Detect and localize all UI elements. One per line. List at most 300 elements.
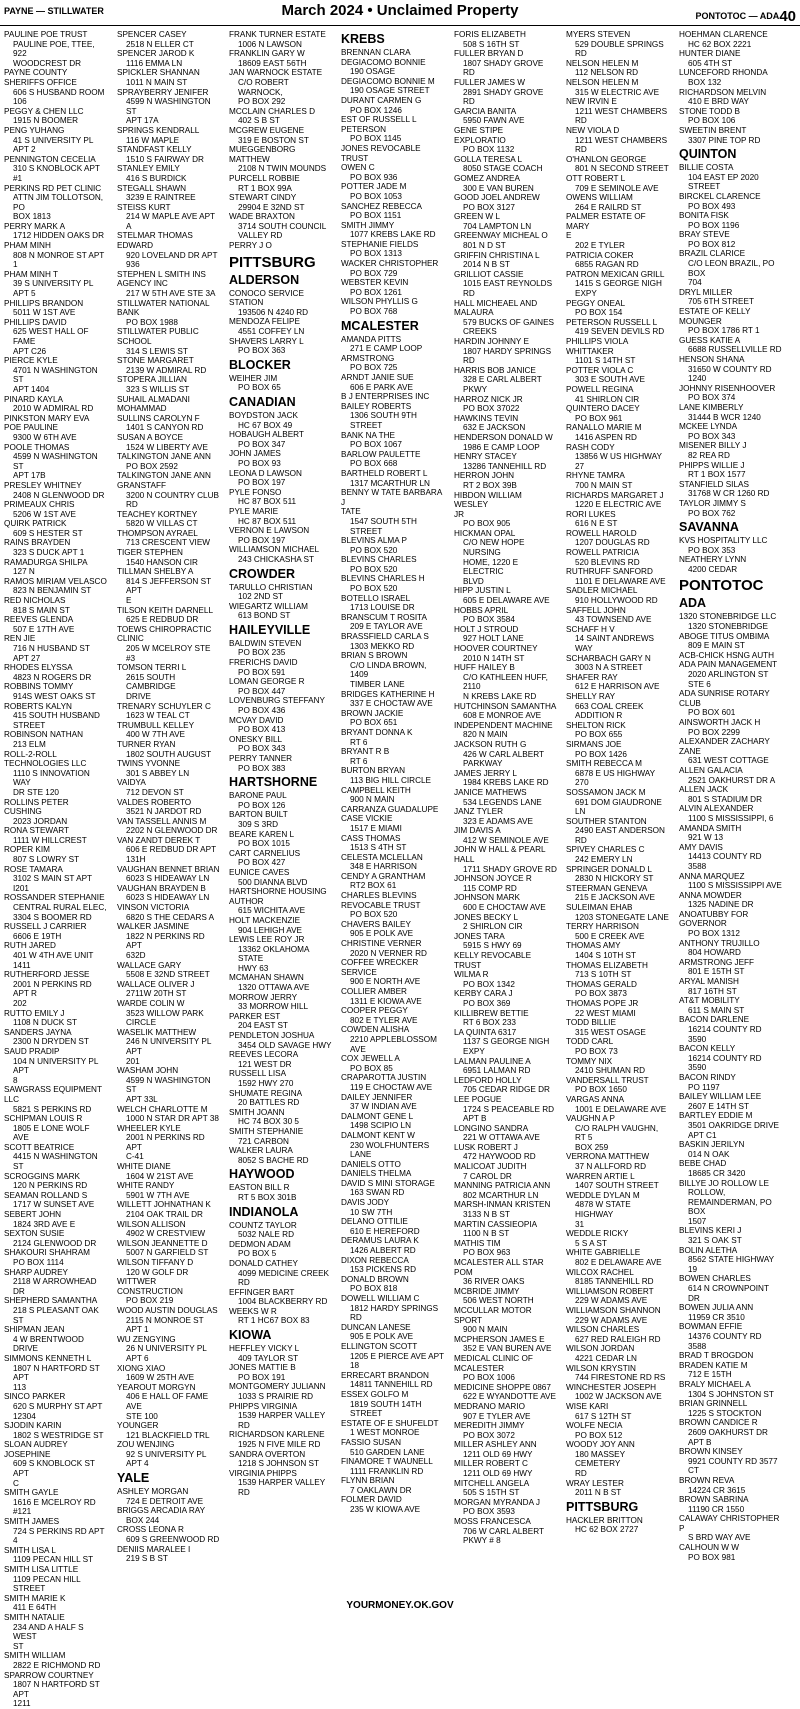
address-line: 606 S HUSBAND ROOM 106 xyxy=(13,87,105,107)
owner-name: BACON KELLY xyxy=(679,1044,736,1054)
address-line: 82 REA RD xyxy=(688,450,730,460)
address-line: RT 6 BOX 233 xyxy=(463,1018,516,1028)
owner-name: SUSAN A BOYCE xyxy=(117,432,183,442)
address-line: PO BOX 936 xyxy=(350,172,398,182)
owner-name: GOLLA TERESA L xyxy=(454,154,523,164)
address-line: 1609 W 25TH AVE xyxy=(126,1373,195,1383)
owner-name: BRYANT R B xyxy=(341,747,390,757)
owner-name: LEWIS LEE ROY JR xyxy=(229,935,305,945)
owner-name: BRASSFIELD CARLA S xyxy=(341,632,429,642)
city-heading: HAYWOOD xyxy=(229,1167,295,1182)
address-line: 8050 STAGE COACH xyxy=(463,164,543,174)
address-line: 1604 W 21ST AVE xyxy=(126,1171,194,1181)
address-line: PO BOX 1313 xyxy=(350,249,402,259)
owner-name: WEEKS W R xyxy=(229,1306,277,1316)
owner-name: STEGALL SHAWN xyxy=(117,183,187,193)
owner-name: BANK xyxy=(117,308,140,318)
column-5 xyxy=(454,30,557,1595)
owner-name: BENNY W TATE BARBARA J xyxy=(341,488,442,507)
owner-name: AGENCY INC xyxy=(117,279,168,289)
address-line: STREET xyxy=(13,720,46,730)
owner-name: BARTLEY EDDIE M xyxy=(679,1111,753,1121)
address-line: APT 1404 xyxy=(13,384,50,394)
address-line: PO BOX 427 xyxy=(238,858,286,868)
address-line: 323 S WILLIS ST xyxy=(126,384,190,394)
address-line: 691 DOM GIAUDRONE LN xyxy=(575,797,662,817)
address-line: 419 SEVEN DEVILS RD xyxy=(575,327,665,337)
address-line: PO BOX 5 xyxy=(238,1249,277,1259)
owner-name: WACKER CHRISTOPHER xyxy=(341,259,439,269)
owner-name: GUESS KATIE A xyxy=(679,335,741,345)
address-line: 8052 S BACHE RD xyxy=(238,1155,309,1165)
address-line: 712 E 15TH xyxy=(688,1370,732,1380)
owner-name: SMITH REBECCA M xyxy=(566,759,642,769)
owner-name: SAWGRASS EQUIPMENT xyxy=(4,1085,102,1095)
owner-name: WISE KARI xyxy=(566,1401,609,1411)
address-line: PO BOX 1312 xyxy=(688,929,740,939)
address-line: 104 N UNIVERSITY PL APT xyxy=(13,1056,99,1076)
address-line: 219 S B ST xyxy=(126,1554,168,1564)
owner-name: VANDERSALL TRUST xyxy=(566,1075,649,1085)
address-line: APT 17A xyxy=(126,116,159,126)
owner-name: HIBDON WILLIAM WESLEY xyxy=(454,490,522,510)
address-line: 927 HOLT LANE xyxy=(463,634,524,644)
owner-name: CLINIC xyxy=(117,634,144,644)
address-line: RD xyxy=(575,1469,587,1479)
owner-name: DALMONT GENE L xyxy=(341,1111,414,1121)
owner-name: MISENER BILLY J xyxy=(679,441,747,451)
owner-name: MEDRANO MARIO xyxy=(454,1401,525,1411)
owner-name: HOLT J STROUD xyxy=(454,624,519,634)
owner-name: MARTIN CASSIEOPIA xyxy=(454,1219,538,1229)
owner-name: MALAURA xyxy=(454,308,494,318)
owner-name: CART CARNELIUS xyxy=(229,848,301,858)
owner-name: HOBBS APRIL xyxy=(454,605,509,615)
owner-name: CHARLES BLEVINS xyxy=(341,891,417,901)
address-line: 1498 SCIPIO LN xyxy=(350,1121,411,1131)
owner-name: O'HANLON GEORGE xyxy=(566,154,647,164)
address-line: VALLEY RD xyxy=(238,231,283,241)
owner-name: YOUNGER xyxy=(117,1421,159,1431)
address-line: 818 S MAIN ST xyxy=(13,605,70,615)
city-heading: BLOCKER xyxy=(229,357,291,372)
owner-name: BROWN SABRINA xyxy=(679,1495,749,1505)
address-line: 2408 N GLENWOOD DR xyxy=(13,490,105,500)
owner-name: EASTON BILL R xyxy=(229,1183,290,1193)
owner-name: MCGREW EUGENE xyxy=(229,125,305,135)
address-line: 1401 S CANYON RD xyxy=(126,423,204,433)
address-line: APT C26 xyxy=(13,346,47,356)
address-line: 1416 ASPEN RD xyxy=(575,432,637,442)
address-line: 112 NELSON RD xyxy=(575,68,639,78)
address-line: PO BOX 3873 xyxy=(575,989,627,999)
owner-name: DOWELL WILLIAM C xyxy=(341,1294,420,1303)
address-line: PO BOX 1145 xyxy=(350,134,402,144)
owner-name: RUSSELL J CARRIER xyxy=(4,922,87,932)
owner-name: PEGGY & CHEN LLC xyxy=(4,106,84,116)
city-heading: SAVANNA xyxy=(679,520,739,535)
address-line: 2011 N B ST xyxy=(575,1488,622,1498)
address-line: PO BOX 1114 xyxy=(13,1258,64,1267)
address-line: 1211 WEST CHAMBERS RD xyxy=(575,135,668,155)
address-line: 1220 E ELECTRIC AVE xyxy=(575,500,662,510)
owner-name: ALLEN GALACIA xyxy=(679,765,743,775)
address-line: 1807 SHADY GROVE RD xyxy=(463,58,544,78)
address-line: 153 PICKENS RD xyxy=(350,1265,416,1275)
owner-name: GRILLIOT CASSIE xyxy=(454,269,524,279)
address-line: 1077 KREBS LAKE RD xyxy=(350,230,436,240)
address-line: 102 2ND ST xyxy=(238,592,284,602)
owner-name: RAINS BRAYDEN xyxy=(4,538,71,548)
address-line: 37 W INDIAN AVE xyxy=(350,1102,417,1112)
owner-name: PHILLIPS BRANDON xyxy=(4,298,84,308)
owner-name: ROSSANDER STEPHANIE xyxy=(4,893,105,903)
address-line: 337 E CHOCTAW AVE xyxy=(350,699,433,709)
address-line: 204 EAST ST xyxy=(238,1021,288,1031)
address-line: 820 N MAIN xyxy=(463,730,508,740)
address-line: 2490 EAST ANDERSON RD xyxy=(575,826,665,845)
owner-name: PHAM MINH T xyxy=(4,269,58,279)
address-line: 520 BLEVINS RD xyxy=(575,557,640,567)
owner-name: CRAPAROTTA JUSTIN xyxy=(341,1073,427,1083)
owner-name: WILSON JORDAN xyxy=(566,1344,635,1354)
address-line: 605 4TH ST xyxy=(688,58,733,68)
owner-name: STONE MARGARET xyxy=(117,356,194,366)
address-line: 3307 PINE TOP RD xyxy=(688,135,761,145)
owner-name: SEXTON SUSIE xyxy=(4,1229,65,1239)
address-line: APT C1 xyxy=(688,1130,717,1140)
address-line: BOX 1813 xyxy=(13,212,51,222)
owner-name: VINSON VICTORIA xyxy=(117,903,190,913)
address-line: 9300 W 6TH AVE xyxy=(13,432,77,442)
owner-name: COWDEN ALISHA xyxy=(341,1025,410,1035)
address-line: 914S WEST OAKS ST xyxy=(13,691,96,701)
city-heading: INDIANOLA xyxy=(229,1204,299,1219)
address-line: 412 W SEMINOLE AVE xyxy=(463,835,549,845)
owner-name: JR xyxy=(454,509,465,519)
address-line: 4551 COFFEY LN xyxy=(238,327,305,337)
city-heading: KREBS xyxy=(341,32,385,46)
owner-name: DRYL MILLER xyxy=(679,287,733,297)
address-line: 579 BUCKS OF GAINES xyxy=(463,317,555,327)
address-line: 1415 S GEORGE NIGH xyxy=(575,279,662,289)
address-line: 663 COAL CREEK xyxy=(575,701,644,711)
owner-name: WOODY JOY ANN xyxy=(566,1440,635,1450)
owner-name: CHRISTINE VERNER xyxy=(341,939,422,949)
owner-name: WILSON PHYLLIS G xyxy=(341,297,418,307)
address-line: 300 E VAN BUREN xyxy=(463,183,534,193)
address-line: 92 S UNIVERSITY PL APT 4 xyxy=(126,1449,207,1469)
address-line: 37 N ALLFORD RD xyxy=(575,1162,646,1172)
owner-name: HUTCHINSON SAMANTHA xyxy=(454,701,557,711)
city-heading: QUINTON xyxy=(679,147,737,162)
address-line: 631 WEST COTTAGE xyxy=(688,756,769,766)
address-line: 1713 LOUISE DR xyxy=(350,603,415,613)
owner-name: SAUD PRADIP xyxy=(4,1046,60,1056)
owner-name: WHITE DIANE xyxy=(117,1162,171,1172)
address-line: 2014 N B ST xyxy=(463,260,510,270)
owner-name: PERRY J O xyxy=(229,241,272,251)
address-line: 2020 ARLINGTON ST STE 6 xyxy=(688,670,769,689)
address-line: 632D xyxy=(126,951,146,960)
owner-name: FASSIO SUSAN xyxy=(341,1437,402,1447)
owner-name: HAWKINS TEVIN xyxy=(454,413,519,423)
address-line: PO BOX 3127 xyxy=(463,202,515,212)
address-line: 606 E PARK AVE xyxy=(350,382,413,392)
owner-name: WARREN ARTIE L xyxy=(566,1171,635,1181)
address-line: PO BOX 85 xyxy=(350,1063,393,1073)
owner-name: ESSEX GOLFO M xyxy=(341,1389,409,1399)
owner-name: BOTELLO ISRAEL xyxy=(341,593,411,603)
address-line: 804 HOWARD xyxy=(688,948,741,958)
address-line: 209 E TAYLOR AVE xyxy=(350,622,423,632)
address-line: 401 W 4TH AVE UNIT 1411 xyxy=(13,951,94,970)
address-line: 721 CARBON xyxy=(238,1136,289,1146)
owner-name: VERRONA MATTHEW xyxy=(566,1152,650,1162)
owner-name: SINCO PARKER xyxy=(4,1392,66,1402)
owner-name: WILSON TIFFANY D xyxy=(117,1258,194,1267)
address-line: 2891 SHADY GROVE RD xyxy=(463,87,544,107)
owner-name: DAVIS JODY xyxy=(341,1198,390,1208)
owner-name: STELMAR THOMAS xyxy=(117,231,193,241)
column-2 xyxy=(117,30,220,1595)
address-line: PO BOX 353 xyxy=(688,545,736,555)
address-line: 242 EMERY LN xyxy=(575,855,633,865)
address-line: RD xyxy=(126,500,138,510)
address-line: 1592 HWY 270 xyxy=(238,1079,294,1088)
owner-name: PENNINGTON CECELIA xyxy=(4,154,96,164)
address-line: 506 WEST NORTH xyxy=(463,1296,534,1306)
owner-name: PAULINE POE TRUST xyxy=(4,30,88,39)
address-line: 905 E POLK AVE xyxy=(350,1332,414,1342)
owner-name: REEVES GLENDA xyxy=(4,615,74,625)
owner-name: WEDDLE DYLAN M xyxy=(566,1190,640,1200)
owner-name: LEDFORD HOLLY xyxy=(454,1075,522,1085)
owner-name: SCHIPMAN LOUIS R xyxy=(4,1114,83,1124)
owner-name: HIPP JUSTIN L xyxy=(454,586,511,596)
address-line: 1002 W JACKSON AVE xyxy=(575,1392,662,1402)
address-line: 4878 W STATE HIGHWAY xyxy=(575,1200,631,1220)
address-line: 190 OSAGE xyxy=(350,67,396,77)
owner-name: FINAMORE T WAUNELL xyxy=(341,1457,433,1467)
address-line: 1109 PECAN HILL STREET xyxy=(13,1574,81,1594)
address-line: PO BOX 197 xyxy=(238,478,286,488)
owner-name: WILSON ALLISON xyxy=(117,1219,186,1229)
owner-name: KILLIBREW BETTIE xyxy=(454,1008,529,1018)
column-6 xyxy=(566,30,669,1595)
address-line: 1108 N DUCK ST xyxy=(13,1018,78,1028)
owner-name: TALKINGTON JANE ANN xyxy=(117,452,211,462)
owner-name: DONALD CATHEY xyxy=(229,1258,298,1268)
address-line: 1111 FRANKLIN RD xyxy=(350,1466,424,1476)
address-line: HC 87 BOX 511 xyxy=(238,497,297,507)
owner-name: PHIPPS WILLIE J xyxy=(679,460,745,470)
address-line: STE 100 xyxy=(126,1411,158,1421)
address-line: 1711 SHADY GROVE RD xyxy=(463,864,557,874)
address-line: 529 DOUBLE SPRINGS RD xyxy=(575,39,664,59)
owner-name: BROWN KINSEY xyxy=(679,1447,743,1457)
address-line: 264 E RAILRD ST xyxy=(575,202,642,212)
address-line: C xyxy=(13,1478,19,1488)
address-line: 5821 S PERKINS RD xyxy=(13,1104,92,1114)
owner-name: BOWEN CHARLES xyxy=(679,1274,751,1284)
owner-name: JANICE MATHEWS xyxy=(454,787,527,797)
owner-name: WIEGARTZ WILLIAM xyxy=(229,601,309,611)
address-line: 234 AND A HALF S WEST xyxy=(13,1622,84,1642)
address-line: 1807 HARDY SPRINGS RD xyxy=(463,346,552,366)
owner-name: SEAMAN ROLLAND S xyxy=(4,1190,88,1200)
owner-name: SHAVERS LARRY L xyxy=(229,336,304,346)
address-line: 2609 OAKHURST DR APT B xyxy=(688,1427,768,1447)
owner-name: SMITH GAYLE xyxy=(4,1488,59,1498)
address-line: PO BOX 343 xyxy=(238,744,286,754)
address-line: 807 S LOWRY ST xyxy=(13,855,80,865)
owner-name: BONITA FISK xyxy=(679,211,729,221)
owner-name: ANNA MARQUEZ xyxy=(679,871,745,881)
owner-name: HICKMAN OPAL xyxy=(454,528,516,538)
address-line: PO BOX 126 xyxy=(238,800,286,810)
address-line: 1211 OLD 69 HWY xyxy=(463,1469,533,1479)
owner-name: TRUMBULL KELLEY xyxy=(117,720,195,730)
address-line: 724 S PERKINS RD APT 4 xyxy=(13,1526,105,1546)
owner-name: TIGER STEPHEN xyxy=(117,548,183,558)
address-line: 1547 SOUTH 5TH STREET xyxy=(350,516,417,536)
owner-name: BRIDGES KATHERINE H xyxy=(341,689,435,699)
address-line: 1517 E MIAMI xyxy=(350,823,402,833)
owner-name: HENDERSON DONALD W xyxy=(454,432,553,442)
owner-name: PYLE MARIE xyxy=(229,506,279,516)
owner-name: FRANKLIN GARY W xyxy=(229,49,305,59)
address-line: 18685 CR 3420 xyxy=(688,1168,746,1178)
address-line: 4099 MEDICINE CREEK RD xyxy=(238,1268,330,1288)
address-line: 700 N MAIN ST xyxy=(575,480,633,490)
owner-name: LEE POGUE xyxy=(454,1094,502,1104)
address-line: PO BOX 601 xyxy=(688,708,736,718)
owner-name: WOOD AUSTIN DOUGLAS xyxy=(117,1305,218,1315)
address-line: PO BOX 219 xyxy=(126,1296,174,1306)
address-line: HC 74 BOX 30 5 xyxy=(238,1117,299,1127)
owner-name: PRESLEY WHITNEY xyxy=(4,480,82,490)
address-line: BOX 244 xyxy=(126,1515,160,1525)
address-line: 104 EAST EP 2020 STREET xyxy=(688,172,759,192)
address-line: 1524 W LIBERTY AVE xyxy=(126,442,208,452)
owner-name: SWEETIN BRENT xyxy=(679,125,747,135)
address-line: 400 W 7TH AVE xyxy=(126,730,186,740)
owner-name: REEVES LECORA xyxy=(229,1050,299,1060)
owner-name: MCALESTER ALL STAR POM xyxy=(454,1258,544,1277)
address-line: C/O ROBERT WARNOCK, xyxy=(238,77,289,97)
owner-name: POOLE THOMAS xyxy=(4,442,70,452)
address-line: 2615 SOUTH CAMBRIDGE xyxy=(126,672,176,692)
address-line: PO BOX 383 xyxy=(238,763,286,773)
address-line: 808 N MONROE ST APT 1 xyxy=(13,250,105,270)
owner-name: POE PAULINE xyxy=(4,423,58,433)
address-line: PO BOX 73 xyxy=(575,1046,618,1056)
owner-name: BLEVINS ALMA P xyxy=(341,536,407,546)
address-line: 14 SAINT ANDREWS WAY xyxy=(575,634,655,653)
owner-name: KVS HOSPITALITY LLC xyxy=(679,536,768,546)
owner-name: BRANSCUM T ROSITA xyxy=(341,612,427,622)
owner-name: STOPERA JILLIAN xyxy=(117,375,187,385)
owner-name: STONE TODD B xyxy=(679,106,740,116)
owner-name: SIMMONS KENNETH L xyxy=(4,1353,92,1363)
address-line: 1205 E PIERCE AVE APT 18 xyxy=(350,1351,444,1371)
address-line: PO BOX 591 xyxy=(238,667,286,677)
address-line: REMAINDERMAN, PO BOX xyxy=(688,1197,772,1217)
owner-name: MOSS FRANCESCA xyxy=(454,1517,531,1527)
owner-name: PHILLIPS DAVID xyxy=(4,317,67,327)
owner-name: POTTER VIOLA C xyxy=(566,365,634,375)
address-line: PO BOX 1650 xyxy=(575,1085,627,1095)
owner-name: RONA STEWART xyxy=(4,826,70,836)
address-line: 120 N PERKINS RD xyxy=(13,1181,88,1191)
address-line: PO BOX 1342 xyxy=(463,979,515,989)
owner-name: TILSON KEITH DARNELL xyxy=(117,605,213,615)
address-line: 5007 N GARFIELD ST xyxy=(126,1248,209,1258)
owner-name: AT&T MOBILITY xyxy=(679,996,740,1006)
address-line: ST xyxy=(13,1641,24,1651)
owner-name: WEIHER JIM xyxy=(229,373,278,383)
address-line: APT 17B xyxy=(13,471,46,481)
address-line: 3714 SOUTH COUNCIL xyxy=(238,221,327,231)
owner-name: ZOU WENJING xyxy=(117,1440,175,1450)
owner-name: HUFF HAILEY B xyxy=(454,663,515,673)
owner-name: PALMER ESTATE OF MARY xyxy=(566,212,646,231)
address-line: 616 N E ST xyxy=(575,519,618,529)
address-line: S BRD WAY AVE xyxy=(688,1533,751,1543)
owner-name: ROLL-2-ROLL xyxy=(4,749,57,759)
owner-name: ANNA MOWDER xyxy=(679,890,742,900)
address-line: 41 SHIRLON CIR xyxy=(575,394,640,404)
address-line: 31444 B WCR 1240 xyxy=(688,412,761,422)
owner-name: GOVERNOR xyxy=(679,919,727,929)
owner-name: CASE VICKIE xyxy=(341,814,393,824)
owner-name: WASHAM JOHN xyxy=(117,1066,179,1076)
owner-name: SPENCER CASEY xyxy=(117,30,187,39)
address-line: PO BOX 1261 xyxy=(350,287,402,297)
address-line: PO BOX 343 xyxy=(688,431,736,441)
address-line: 705 6TH STREET xyxy=(688,297,754,307)
address-line: 2108 N TWIN MOUNDS xyxy=(238,164,327,174)
address-line: 13286 TANNEHILL RD xyxy=(463,461,547,471)
address-line: HC 62 BOX 2221 xyxy=(688,39,752,49)
owner-name: SANDRA OVERTON xyxy=(229,1449,306,1459)
owner-name: EFFINGER BART xyxy=(229,1287,295,1297)
address-line: 617 S 12TH ST xyxy=(575,1411,632,1421)
owner-name: POWELL REGINA xyxy=(566,384,634,394)
owner-name: PHILLIPS VIOLA WHITTAKER xyxy=(566,337,628,356)
address-line: 2822 E RICHMOND RD xyxy=(13,1660,101,1670)
owner-name: MITCHELL ANGELA xyxy=(454,1478,530,1488)
address-line: 905 E POLK AVE xyxy=(350,929,414,939)
address-line: 13362 OKLAHOMA STATE xyxy=(238,944,309,964)
address-line: 1513 S 4TH ST xyxy=(350,843,407,853)
owner-name: PEGGY ONEAL xyxy=(566,298,626,308)
owner-name: COLLIER AMBER xyxy=(341,987,407,996)
owner-name: GARCIA BANITA xyxy=(454,106,517,116)
owner-name: THOMPSON AYRAEL xyxy=(117,528,198,538)
address-line: PO BOX 369 xyxy=(463,998,511,1008)
owner-name: ZANE xyxy=(679,746,701,756)
address-line: 900 E NORTH AVE xyxy=(350,977,421,987)
address-line: 6820 S THE CEDARS A xyxy=(126,912,215,922)
owner-name: ASHLEY MORGAN xyxy=(117,1487,189,1497)
address-line: PO BOX 1988 xyxy=(126,317,178,327)
owner-name: WILLIAMSON ROBERT xyxy=(566,1286,654,1296)
owner-name: BRAD T BROGDON xyxy=(679,1351,754,1361)
owner-name: STEWART CINDY xyxy=(229,193,297,203)
address-line: CREEKS xyxy=(463,327,497,337)
